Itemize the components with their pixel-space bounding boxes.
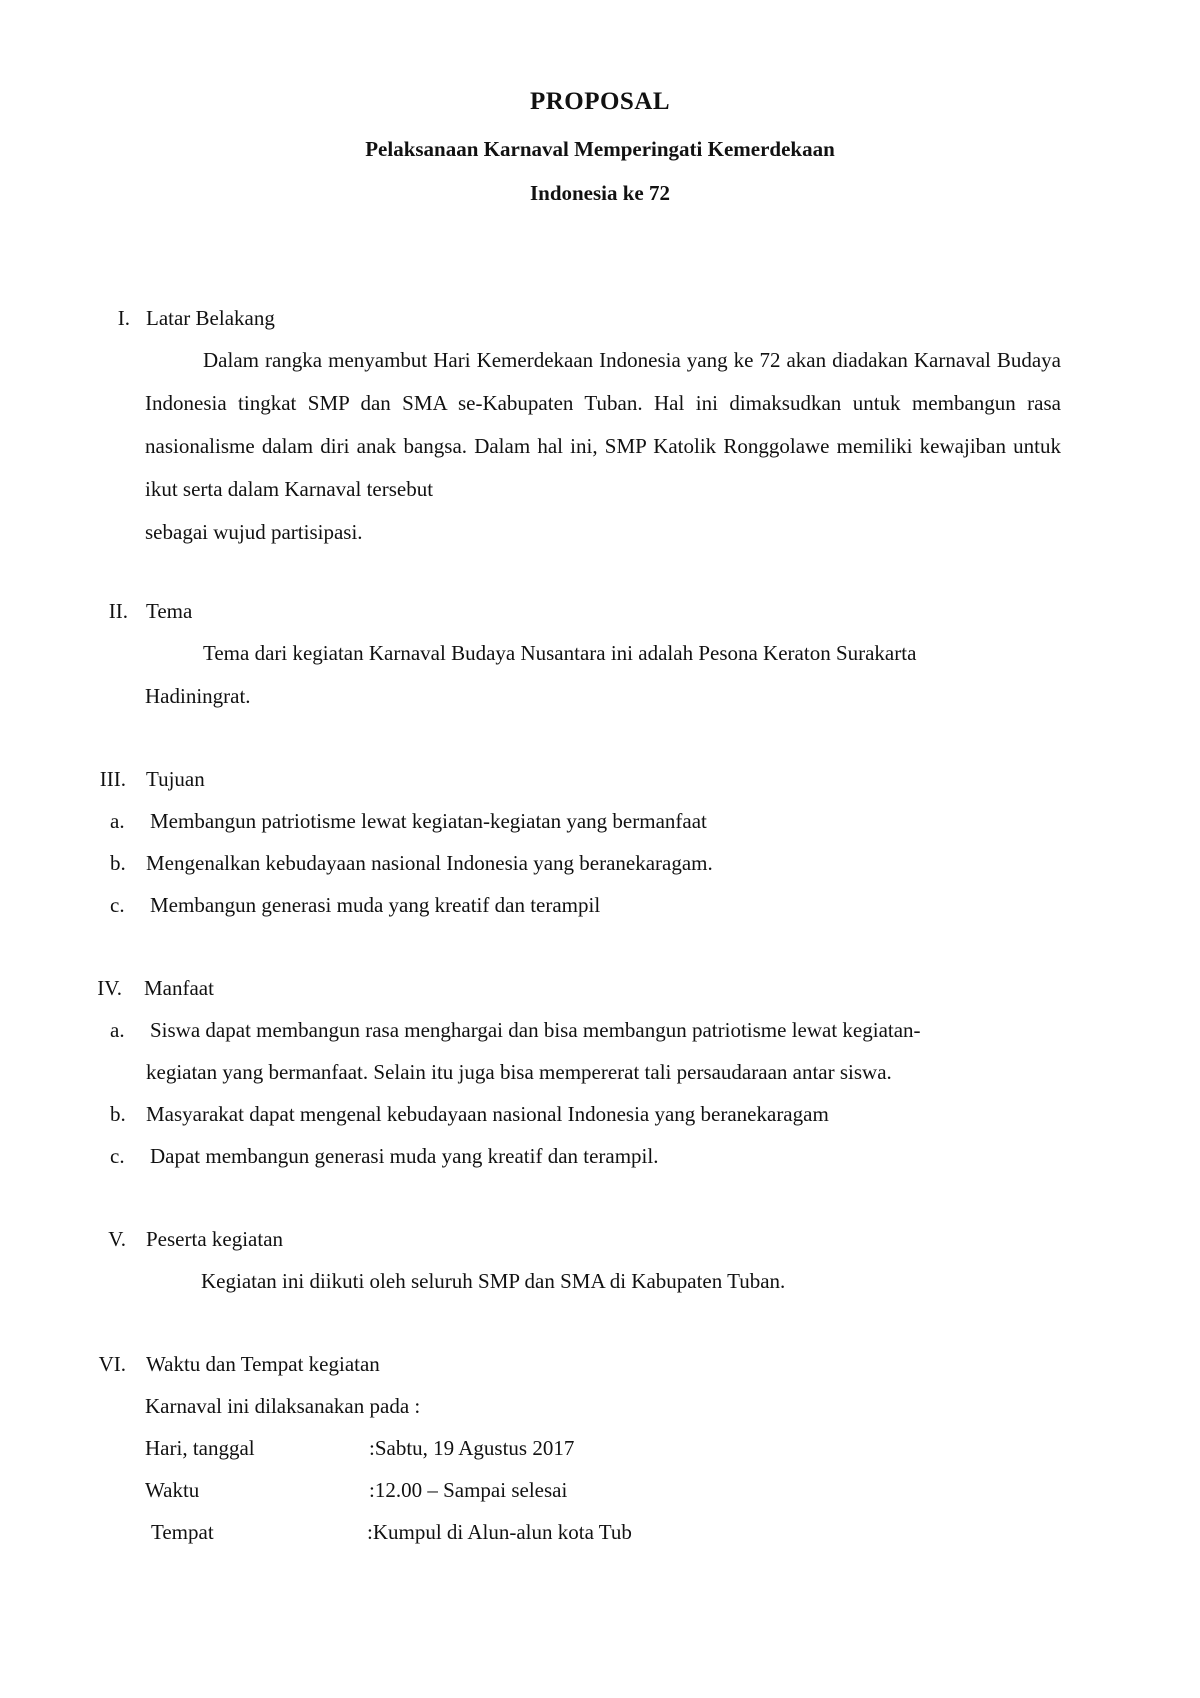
section-4-item-a-letter: a. <box>110 1018 125 1042</box>
section-3-title: Tujuan <box>146 767 205 791</box>
section-4-title: Manfaat <box>144 976 214 1000</box>
schedule-value-place: :Kumpul di Alun-alun kota Tub <box>367 1520 632 1544</box>
section-4-number: IV. <box>97 976 122 1000</box>
section-3-item-c-letter: c. <box>110 893 125 917</box>
schedule-label-time: Waktu <box>145 1478 200 1502</box>
section-4-item-a-text: Siswa dapat membangun rasa menghargai dan bisa membangun patriotisme lewat kegiatan- <box>150 1018 921 1042</box>
section-2-number: II. <box>108 599 128 623</box>
schedule-value-date: :Sabtu, 19 Agustus 2017 <box>369 1436 575 1460</box>
section-4-item-c-letter: c. <box>110 1144 125 1168</box>
section-3-number: III. <box>99 767 126 791</box>
section-3-item-c-text: Membangun generasi muda yang kreatif dan terampil <box>150 893 601 917</box>
section-6-number: VI. <box>98 1352 126 1376</box>
section-4-item-c-text: Dapat membangun generasi muda yang kreatif dan terampil. <box>150 1144 659 1168</box>
section-3-item-b-letter: b. <box>110 851 126 875</box>
section-6-intro: Karnaval ini dilaksanakan pada : <box>145 1394 421 1418</box>
section-2-body <box>145 632 1061 718</box>
section-2-title: Tema <box>146 599 193 623</box>
schedule-value-time: :12.00 – Sampai selesai <box>369 1478 568 1502</box>
section-1-paragraph: Dalam rangka menyambut Hari Kemerdekaan Indonesia yang ke 72 akan diadakan Karnaval Budaya Indonesia tingkat SMP dan SMA se-Kabupaten Tuban. Hal ini dimaksudkan untuk membangun rasa nasionalisme dalam diri anak bangsa. Dalam hal ini, SMP Katolik Ronggolawe memiliki kewajiban untuk ikut serta dalam Karnaval tersebut <box>145 348 1061 501</box>
section-1-number: I. <box>117 306 130 330</box>
document-subtitle-line1: Pelaksanaan Karnaval Memperingati Kemerdekaan <box>365 137 835 161</box>
section-6-title: Waktu dan Tempat kegiatan <box>146 1352 380 1376</box>
section-5-number: V. <box>108 1227 126 1251</box>
section-3-item-b-text: Mengenalkan kebudayaan nasional Indonesia yang beranekaragam. <box>146 851 713 875</box>
document-subtitle-line2: Indonesia ke 72 <box>529 181 671 205</box>
document-title: PROPOSAL <box>529 88 671 115</box>
section-5-title: Peserta kegiatan <box>146 1227 284 1251</box>
section-4-item-b-letter: b. <box>110 1102 126 1126</box>
section-4-item-a-continuation: kegiatan yang bermanfaat. Selain itu juga bisa mempererat tali persaudaraan antar siswa. <box>146 1060 892 1084</box>
section-4-item-b-text: Masyarakat dapat mengenal kebudayaan nasional Indonesia yang beranekaragam <box>146 1102 829 1126</box>
section-3-item-a-text: Membangun patriotisme lewat kegiatan-kegiatan yang bermanfaat <box>150 809 707 833</box>
section-5-body: Kegiatan ini diikuti oleh seluruh SMP dan SMA di Kabupaten Tuban. <box>201 1269 786 1293</box>
section-2-paragraph-last: Hadiningrat. <box>145 684 251 708</box>
section-1-title: Latar Belakang <box>146 306 275 330</box>
schedule-label-date: Hari, tanggal <box>145 1436 255 1460</box>
schedule-label-place: Tempat <box>151 1520 214 1544</box>
section-1-body <box>145 339 1061 554</box>
section-1-paragraph-last: sebagai wujud partisipasi. <box>145 520 363 544</box>
section-3-item-a-letter: a. <box>110 809 125 833</box>
section-2-paragraph: Tema dari kegiatan Karnaval Budaya Nusantara ini adalah Pesona Keraton Surakarta <box>203 641 917 665</box>
